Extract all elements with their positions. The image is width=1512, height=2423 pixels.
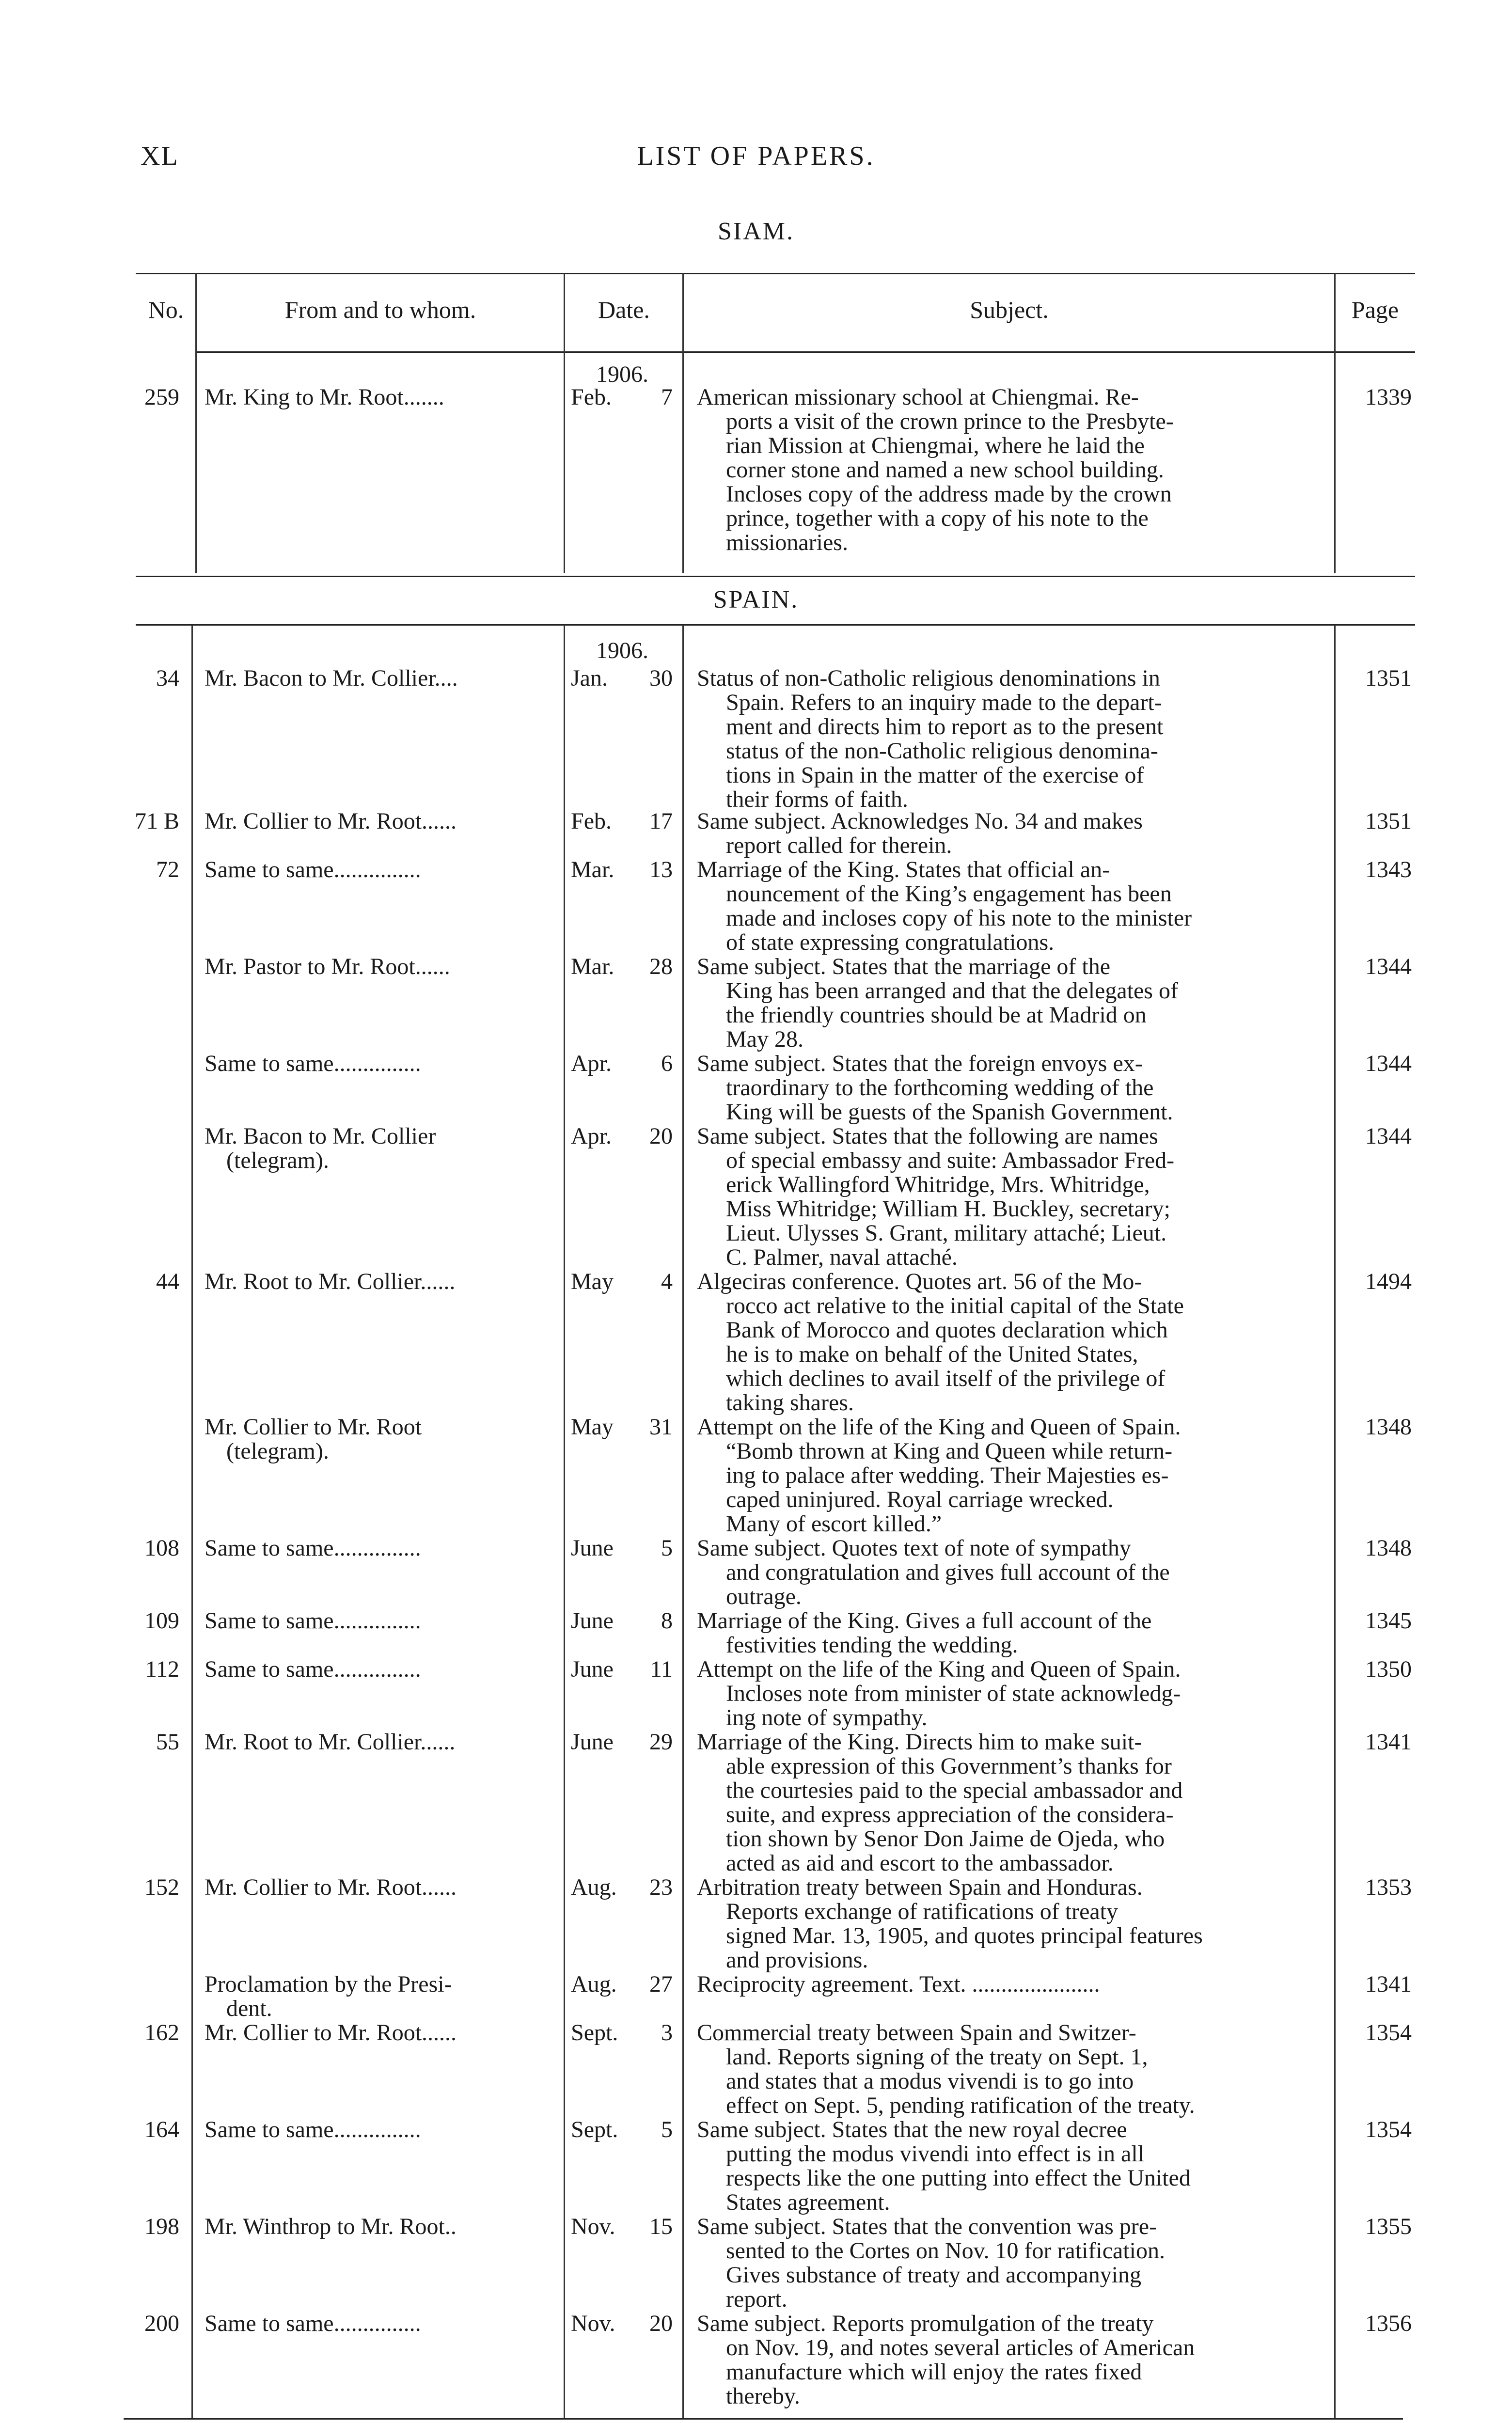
date-month: Aug. bbox=[571, 1971, 617, 1997]
row-from-to bbox=[205, 1609, 544, 1633]
from-line: Mr. Collier to Mr. Root bbox=[205, 1414, 422, 1440]
date-month: June bbox=[571, 1535, 614, 1561]
subject-line: land. Reports signing of the treaty on Sept. 1, bbox=[726, 2044, 1148, 2070]
subject-line: made and incloses copy of his note to the minister bbox=[726, 905, 1192, 931]
subject-line: erick Wallingford Whitridge, Mrs. Whitridge, bbox=[726, 1172, 1150, 1197]
date-day: 5 bbox=[661, 2117, 673, 2142]
table-bottom-rule bbox=[124, 2418, 1403, 2420]
row-subject bbox=[697, 666, 1322, 812]
row-subject bbox=[697, 1415, 1322, 1536]
subject-line: Algeciras conference. Quotes art. 56 of the Mo- bbox=[697, 1269, 1142, 1294]
date-month: Nov. bbox=[571, 2311, 615, 2336]
subject-line: rian Mission at Chiengmai, where he laid the bbox=[726, 433, 1145, 458]
subject-line: tions in Spain in the matter of the exercise of bbox=[726, 762, 1144, 788]
row-page: 1353 bbox=[1365, 1874, 1412, 1900]
subject-line: American missionary school at Chiengmai. Re- bbox=[697, 384, 1139, 410]
from-line: Same to same............... bbox=[205, 857, 421, 882]
subject-line: Same subject. States that the foreign envoys ex- bbox=[697, 1051, 1143, 1076]
subject-line: and provisions. bbox=[726, 1947, 868, 1973]
row-from-to bbox=[205, 1875, 544, 1900]
subject-line: Same subject. Reports promulgation of the treaty bbox=[697, 2311, 1154, 2336]
page-title: LIST OF PAPERS. bbox=[637, 141, 875, 171]
subject-line: Lieut. Ulysses S. Grant, military attaché; Lieut. bbox=[726, 1220, 1167, 1246]
date-month: Apr. bbox=[571, 1051, 612, 1076]
from-line: Mr. Root to Mr. Collier...... bbox=[205, 1729, 456, 1755]
subject-line: Reciprocity agreement. Text. ...................... bbox=[697, 1971, 1100, 1997]
subject-line: manufacture which will enjoy the rates fixed bbox=[726, 2359, 1142, 2385]
col-header-no: No. bbox=[148, 296, 184, 323]
subject-line: missionaries. bbox=[726, 530, 848, 555]
row-from-to bbox=[205, 1972, 544, 2021]
row-page: 1348 bbox=[1365, 1535, 1412, 1561]
date-day: 20 bbox=[649, 2311, 673, 2336]
date-month: Aug. bbox=[571, 1874, 617, 1900]
subject-line: rocco act relative to the initial capital of the State bbox=[726, 1293, 1184, 1319]
subject-line: Reports exchange of ratifications of treaty bbox=[726, 1899, 1118, 1924]
from-line: dent. bbox=[226, 1996, 272, 2021]
row-subject bbox=[697, 1972, 1322, 1997]
subject-line: sented to the Cortes on Nov. 10 for ratification. bbox=[726, 2238, 1165, 2264]
subject-line: King will be guests of the Spanish Government. bbox=[726, 1099, 1173, 1125]
date-day: 28 bbox=[649, 954, 673, 979]
row-number: 109 bbox=[144, 1608, 179, 1634]
from-line: Same to same............... bbox=[205, 2117, 421, 2142]
subject-line: “Bomb thrown at King and Queen while return- bbox=[726, 1438, 1173, 1464]
subject-line: ports a visit of the crown prince to the Presbyte- bbox=[726, 409, 1174, 434]
row-page: 1354 bbox=[1365, 2020, 1412, 2045]
subject-line: of state expressing congratulations. bbox=[726, 929, 1055, 955]
from-line: Same to same............... bbox=[205, 1051, 421, 1076]
subject-line: report. bbox=[726, 2286, 788, 2312]
row-subject bbox=[697, 858, 1322, 955]
col-header-page: Page bbox=[1351, 296, 1399, 323]
row-page: 1339 bbox=[1365, 384, 1412, 410]
subject-line: Marriage of the King. Directs him to make suit- bbox=[697, 1729, 1142, 1755]
col-rule bbox=[195, 273, 197, 573]
col-rule bbox=[564, 273, 565, 573]
row-from-to bbox=[205, 2021, 544, 2045]
row-from-to bbox=[205, 1052, 544, 1076]
date-day: 3 bbox=[661, 2020, 673, 2045]
subject-line: thereby. bbox=[726, 2383, 800, 2409]
table-top-rule bbox=[136, 273, 1415, 274]
row-number: 259 bbox=[144, 384, 179, 410]
subject-line: Same subject. States that the following are names bbox=[697, 1123, 1158, 1149]
subject-line: Incloses note from minister of state acknowledg- bbox=[726, 1681, 1181, 1706]
row-subject bbox=[697, 1730, 1322, 1875]
row-from-to bbox=[205, 858, 544, 882]
subject-line: Many of escort killed.” bbox=[726, 1511, 942, 1537]
subject-line: C. Palmer, naval attaché. bbox=[726, 1244, 958, 1270]
row-page: 1494 bbox=[1365, 1269, 1412, 1294]
row-subject bbox=[697, 809, 1322, 858]
subject-line: Same subject. Acknowledges No. 34 and makes bbox=[697, 808, 1143, 834]
row-subject bbox=[697, 2118, 1322, 2215]
subject-line: Incloses copy of the address made by the crown bbox=[726, 481, 1172, 507]
col-rule bbox=[682, 273, 684, 573]
subject-line: Commercial treaty between Spain and Switzer- bbox=[697, 2020, 1136, 2045]
subject-line: their forms of faith. bbox=[726, 787, 908, 812]
section-rule bbox=[136, 576, 1415, 577]
row-from-to bbox=[205, 1415, 544, 1463]
row-page: 1344 bbox=[1365, 954, 1412, 979]
subject-line: taking shares. bbox=[726, 1390, 854, 1416]
row-page: 1343 bbox=[1365, 857, 1412, 882]
col-rule bbox=[1334, 273, 1336, 573]
row-page: 1354 bbox=[1365, 2117, 1412, 2142]
from-line: Same to same............... bbox=[205, 1656, 421, 1682]
col-rule bbox=[191, 625, 193, 2418]
subject-line: outrage. bbox=[726, 1584, 802, 1609]
row-subject bbox=[697, 1052, 1322, 1124]
date-month: Sept. bbox=[571, 2117, 618, 2142]
subject-line: which declines to avail itself of the privilege of bbox=[726, 1366, 1166, 1391]
date-day: 11 bbox=[650, 1656, 673, 1682]
date-month: May bbox=[571, 1414, 614, 1440]
row-from-to bbox=[205, 1657, 544, 1682]
year-label: 1906. bbox=[596, 638, 648, 663]
subject-line: prince, together with a copy of his note to the bbox=[726, 505, 1149, 531]
subject-line: on Nov. 19, and notes several articles of American bbox=[726, 2335, 1195, 2360]
subject-line: Gives substance of treaty and accompanying bbox=[726, 2262, 1142, 2288]
subject-line: Arbitration treaty between Spain and Honduras. bbox=[697, 1874, 1143, 1900]
row-subject bbox=[697, 1124, 1322, 1270]
row-from-to bbox=[205, 1536, 544, 1560]
row-number: 200 bbox=[144, 2311, 179, 2336]
subject-line: Marriage of the King. Gives a full account of the bbox=[697, 1608, 1152, 1634]
date-day: 23 bbox=[649, 1874, 673, 1900]
row-page: 1344 bbox=[1365, 1051, 1412, 1076]
date-day: 17 bbox=[649, 808, 673, 834]
row-page: 1341 bbox=[1365, 1729, 1412, 1755]
subject-line: ing to palace after wedding. Their Majesties es- bbox=[726, 1463, 1169, 1488]
from-line: Mr. Pastor to Mr. Root...... bbox=[205, 954, 450, 979]
date-day: 4 bbox=[661, 1269, 673, 1294]
section-title-siam: SIAM. bbox=[717, 218, 795, 245]
row-page: 1344 bbox=[1365, 1123, 1412, 1149]
row-number: 164 bbox=[144, 2117, 179, 2142]
from-line: Mr. Collier to Mr. Root...... bbox=[205, 2020, 457, 2045]
date-month: Jan. bbox=[571, 665, 608, 691]
date-month: Feb. bbox=[571, 808, 612, 834]
date-month: Apr. bbox=[571, 1123, 612, 1149]
subject-line: Spain. Refers to an inquiry made to the depart- bbox=[726, 690, 1162, 715]
row-from-to bbox=[205, 955, 544, 979]
subject-line: May 28. bbox=[726, 1026, 803, 1052]
row-subject bbox=[697, 1875, 1322, 1972]
date-day: 27 bbox=[649, 1971, 673, 1997]
date-month: June bbox=[571, 1608, 614, 1634]
subject-line: suite, and express appreciation of the considera- bbox=[726, 1802, 1174, 1827]
from-line: Proclamation by the Presi- bbox=[205, 1971, 452, 1997]
row-page: 1356 bbox=[1365, 2311, 1412, 2336]
row-subject bbox=[697, 1609, 1322, 1657]
date-day: 13 bbox=[649, 857, 673, 882]
date-day: 15 bbox=[649, 2214, 673, 2239]
from-line: Same to same............... bbox=[205, 1608, 421, 1634]
date-month: May bbox=[571, 1269, 614, 1294]
row-page: 1348 bbox=[1365, 1414, 1412, 1440]
subject-line: Same subject. States that the marriage of the bbox=[697, 954, 1111, 979]
from-line: Mr. Collier to Mr. Root...... bbox=[205, 808, 457, 834]
row-from-to bbox=[205, 385, 544, 409]
date-month: June bbox=[571, 1656, 614, 1682]
row-subject bbox=[697, 955, 1322, 1052]
row-subject bbox=[697, 1270, 1322, 1415]
row-from-to bbox=[205, 2118, 544, 2142]
from-line: Mr. Collier to Mr. Root...... bbox=[205, 1874, 457, 1900]
subject-line: nouncement of the King’s engagement has been bbox=[726, 881, 1172, 907]
subject-line: ment and directs him to report as to the present bbox=[726, 714, 1164, 739]
subject-line: Bank of Morocco and quotes declaration which bbox=[726, 1317, 1168, 1343]
table-header-rule bbox=[196, 351, 1415, 353]
row-page: 1341 bbox=[1365, 1971, 1412, 1997]
subject-line: of special embassy and suite: Ambassador Fred- bbox=[726, 1148, 1175, 1173]
subject-line: tion shown by Senor Don Jaime de Ojeda, who bbox=[726, 1826, 1165, 1852]
from-line: (telegram). bbox=[226, 1438, 329, 1464]
subject-line: he is to make on behalf of the United States, bbox=[726, 1341, 1138, 1367]
subject-line: report called for therein. bbox=[726, 833, 952, 858]
date-month: Nov. bbox=[571, 2214, 615, 2239]
from-line: Same to same............... bbox=[205, 1535, 421, 1561]
col-header-subject: Subject. bbox=[970, 296, 1049, 323]
from-line: (telegram). bbox=[226, 1148, 329, 1173]
subject-line: respects like the one putting into effect the United bbox=[726, 2165, 1191, 2191]
date-day: 6 bbox=[661, 1051, 673, 1076]
row-number: 72 bbox=[156, 857, 179, 882]
col-header-from: From and to whom. bbox=[284, 296, 476, 323]
row-number: 108 bbox=[144, 1535, 179, 1561]
subject-line: Attempt on the life of the King and Queen of Spain. bbox=[697, 1656, 1181, 1682]
col-rule bbox=[564, 625, 565, 2418]
col-header-date: Date. bbox=[598, 296, 650, 323]
row-from-to bbox=[205, 1270, 544, 1294]
subject-line: corner stone and named a new school building. bbox=[726, 457, 1164, 483]
subject-line: Attempt on the life of the King and Queen of Spain. bbox=[697, 1414, 1181, 1440]
row-from-to bbox=[205, 809, 544, 834]
col-rule bbox=[682, 625, 684, 2418]
subject-line: Same subject. States that the convention was pre- bbox=[697, 2214, 1157, 2239]
row-from-to bbox=[205, 2312, 544, 2336]
row-page: 1350 bbox=[1365, 1656, 1412, 1682]
row-number: 112 bbox=[145, 1656, 179, 1682]
date-day: 7 bbox=[661, 384, 673, 410]
date-day: 5 bbox=[661, 1535, 673, 1561]
row-page: 1351 bbox=[1365, 665, 1412, 691]
subject-line: festivities tending the wedding. bbox=[726, 1632, 1018, 1658]
row-page: 1351 bbox=[1365, 808, 1412, 834]
date-day: 30 bbox=[649, 665, 673, 691]
from-line: Mr. Bacon to Mr. Collier.... bbox=[205, 665, 458, 691]
subject-line: Status of non-Catholic religious denominations in bbox=[697, 665, 1160, 691]
date-month: June bbox=[571, 1729, 614, 1755]
subject-line: Same subject. Quotes text of note of sympathy bbox=[697, 1535, 1131, 1561]
date-day: 8 bbox=[661, 1608, 673, 1634]
row-from-to bbox=[205, 666, 544, 691]
from-line: Same to same............... bbox=[205, 2311, 421, 2336]
subject-line: Same subject. States that the new royal decree bbox=[697, 2117, 1127, 2142]
date-month: Mar. bbox=[571, 857, 614, 882]
date-day: 31 bbox=[649, 1414, 673, 1440]
subject-line: effect on Sept. 5, pending ratification of the treaty. bbox=[726, 2093, 1195, 2118]
subject-line: traordinary to the forthcoming wedding of the bbox=[726, 1075, 1154, 1101]
row-number: 152 bbox=[144, 1874, 179, 1900]
row-number: 55 bbox=[156, 1729, 179, 1755]
row-number: 198 bbox=[144, 2214, 179, 2239]
subject-line: status of the non-Catholic religious denomina- bbox=[726, 738, 1158, 764]
row-number: 71 B bbox=[134, 808, 179, 834]
row-subject bbox=[697, 385, 1322, 555]
date-day: 20 bbox=[649, 1123, 673, 1149]
row-from-to bbox=[205, 1124, 544, 1173]
subject-line: the courtesies paid to the special ambassador and bbox=[726, 1778, 1183, 1803]
row-subject bbox=[697, 2021, 1322, 2118]
page-number: XL bbox=[141, 141, 179, 171]
subject-line: and states that a modus vivendi is to go into bbox=[726, 2068, 1134, 2094]
row-page: 1345 bbox=[1365, 1608, 1412, 1634]
date-month: Feb. bbox=[571, 384, 612, 410]
subject-line: signed Mar. 13, 1905, and quotes principal features bbox=[726, 1923, 1203, 1949]
row-page: 1355 bbox=[1365, 2214, 1412, 2239]
subject-line: acted as aid and escort to the ambassador. bbox=[726, 1850, 1114, 1876]
from-line: Mr. Root to Mr. Collier...... bbox=[205, 1269, 456, 1294]
row-number: 162 bbox=[144, 2020, 179, 2045]
row-subject bbox=[697, 1657, 1322, 1730]
row-subject bbox=[697, 2215, 1322, 2312]
year-label: 1906. bbox=[596, 362, 648, 387]
row-subject bbox=[697, 2312, 1322, 2408]
subject-line: States agreement. bbox=[726, 2189, 890, 2215]
date-day: 29 bbox=[649, 1729, 673, 1755]
subject-line: able expression of this Government’s thanks for bbox=[726, 1753, 1172, 1779]
subject-line: Marriage of the King. States that official an- bbox=[697, 857, 1110, 882]
col-rule bbox=[1334, 625, 1336, 2418]
row-number: 34 bbox=[156, 665, 179, 691]
subject-line: and congratulation and gives full account of the bbox=[726, 1559, 1170, 1585]
subject-line: Miss Whitridge; William H. Buckley, secretary; bbox=[726, 1196, 1170, 1222]
subject-line: putting the modus vivendi into effect is in all bbox=[726, 2141, 1144, 2167]
row-from-to bbox=[205, 1730, 544, 1754]
subject-line: ing note of sympathy. bbox=[726, 1705, 928, 1731]
date-month: Mar. bbox=[571, 954, 614, 979]
row-number: 44 bbox=[156, 1269, 179, 1294]
from-line: Mr. Bacon to Mr. Collier bbox=[205, 1123, 436, 1149]
subject-line: the friendly countries should be at Madrid on bbox=[726, 1002, 1147, 1028]
date-month: Sept. bbox=[571, 2020, 618, 2045]
from-line: Mr. King to Mr. Root....... bbox=[205, 384, 444, 410]
from-line: Mr. Winthrop to Mr. Root.. bbox=[205, 2214, 457, 2239]
subject-line: caped uninjured. Royal carriage wrecked. bbox=[726, 1487, 1114, 1512]
section-rule bbox=[136, 624, 1415, 626]
row-subject bbox=[697, 1536, 1322, 1609]
section-title-spain: SPAIN. bbox=[713, 586, 799, 614]
subject-line: King has been arranged and that the delegates of bbox=[726, 978, 1178, 1004]
row-from-to bbox=[205, 2215, 544, 2239]
